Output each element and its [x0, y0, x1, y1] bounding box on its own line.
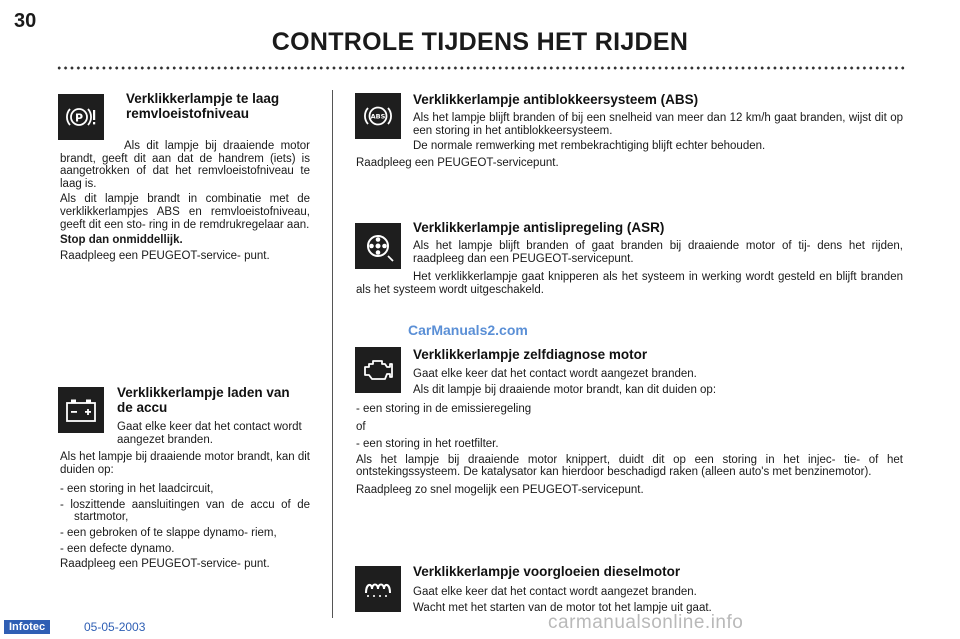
column-divider — [332, 90, 333, 618]
engine-intro — [413, 368, 903, 399]
brake-warning-icon — [58, 94, 104, 140]
brake-heading: Verklikkerlampje te laag remvloeistofniveau — [126, 91, 280, 121]
abs-consult: Raadpleeg een PEUGEOT-servicepunt. — [356, 157, 559, 169]
glow-plug-icon — [355, 566, 401, 612]
engine-item-2: - een storing in het roetfilter. — [356, 438, 499, 451]
footer-date: 05-05-2003 — [84, 620, 146, 634]
engine-item-1: - een storing in de emissieregeling — [356, 403, 532, 415]
asr-p2: Het verklikkerlampje gaat knipperen als het systeem in werking wordt gesteld en blijft branden als het systeem wordt uitgeschakeld. — [356, 271, 903, 296]
abs-heading: Verklikkerlampje antiblokkeersysteem (ABS) — [413, 92, 699, 107]
battery-text — [60, 451, 310, 574]
brake-stop: Stop dan onmiddellijk. — [60, 234, 183, 247]
battery-item-3: - een gebroken of te slappe dynamo- riem, — [60, 526, 277, 539]
engine-heading: Verklikkerlampje zelfdiagnose motor — [413, 347, 648, 362]
svg-text:P: P — [74, 111, 84, 125]
engine-body — [356, 403, 903, 500]
footer-site-watermark: carmanualsonline.info — [548, 612, 744, 633]
battery-consult: Raadpleeg een PEUGEOT-service- punt. — [60, 558, 270, 571]
asr-heading: Verklikkerlampje antislipregeling (ASR) — [413, 220, 665, 235]
battery-lead: Als het lampje bij draaiende motor brandt, kan dit duiden op: — [60, 451, 310, 476]
dotted-separator — [56, 66, 906, 70]
page-title: CONTROLE TIJDENS HET RIJDEN — [271, 28, 689, 56]
diesel-heading: Verklikkerlampje voorgloeien dieselmotor — [413, 564, 681, 579]
battery-heading: Verklikkerlampje laden van de accu — [117, 385, 290, 415]
engine-p2: Als dit lampje bij draaiende motor brandt, kan dit duiden op: — [413, 383, 717, 396]
abs-p1: Als het lampje blijft branden of bij een snelheid van meer dan 12 km/h gaat branden, wijst dit op een storing in het antiblokkeersysteem. — [413, 112, 903, 137]
engine-p3: Als het lampje bij draaiende motor knippert, duidt dit op een storing in het injec- tie- of het ontstekingssysteem. De katalysator kan hierdoor beschadigd raken (alleen auto's met benzinemotor). — [356, 453, 903, 479]
watermark: CarManuals2.com — [408, 322, 528, 338]
battery-item-2: - loszittende aansluitingen van de accu of de startmotor, — [60, 498, 310, 524]
engine-p1: Gaat elke keer dat het contact wordt aangezet branden. — [413, 368, 697, 380]
page-number: 30 — [14, 10, 37, 32]
engine-or: of — [356, 420, 366, 433]
brake-combo: Als dit lampje brandt in combinatie met de verklikkerlampjes ABS en remvloeistofniveau, geeft dit een sto- ring in de remdrukregelaar aan. — [60, 193, 310, 231]
battery-item-4: - een defecte dynamo. — [60, 542, 175, 555]
abs-icon — [355, 93, 401, 139]
diesel-p2: Wacht met het starten van de motor tot het lampje uit gaat. — [413, 601, 712, 614]
svg-text:ABS: ABS — [370, 112, 386, 121]
diesel-p1: Gaat elke keer dat het contact wordt aangezet branden. — [413, 586, 697, 598]
brake-intro: Als dit lampje bij draaiende motor brandt, geeft dit aan dat de handrem (iets) is aangetrokken of dat het remvloeistofniveau te laag is. — [60, 140, 310, 190]
brake-text — [60, 140, 310, 265]
brake-consult: Raadpleeg een PEUGEOT-service- punt. — [60, 249, 270, 262]
battery-item-1: - een storing in het laadcircuit, — [60, 483, 214, 496]
asr-p1: Als het lampje blijft branden of gaat branden bij draaiende motor of tij- dens het rijden, raadpleeg dan een PEUGEOT-servicepunt. — [413, 240, 903, 265]
abs-body — [413, 112, 903, 156]
battery-icon — [58, 387, 104, 433]
abs-p2: De normale remwerking met rembekrachtiging blijft echter behouden. — [413, 140, 766, 153]
engine-icon — [355, 347, 401, 393]
asr-icon — [355, 223, 401, 269]
infotec-badge: Infotec — [4, 620, 50, 634]
engine-consult: Raadpleeg zo snel mogelijk een PEUGEOT-servicepunt. — [356, 483, 644, 496]
battery-intro: Gaat elke keer dat het contact wordt aangezet branden. — [117, 421, 302, 446]
